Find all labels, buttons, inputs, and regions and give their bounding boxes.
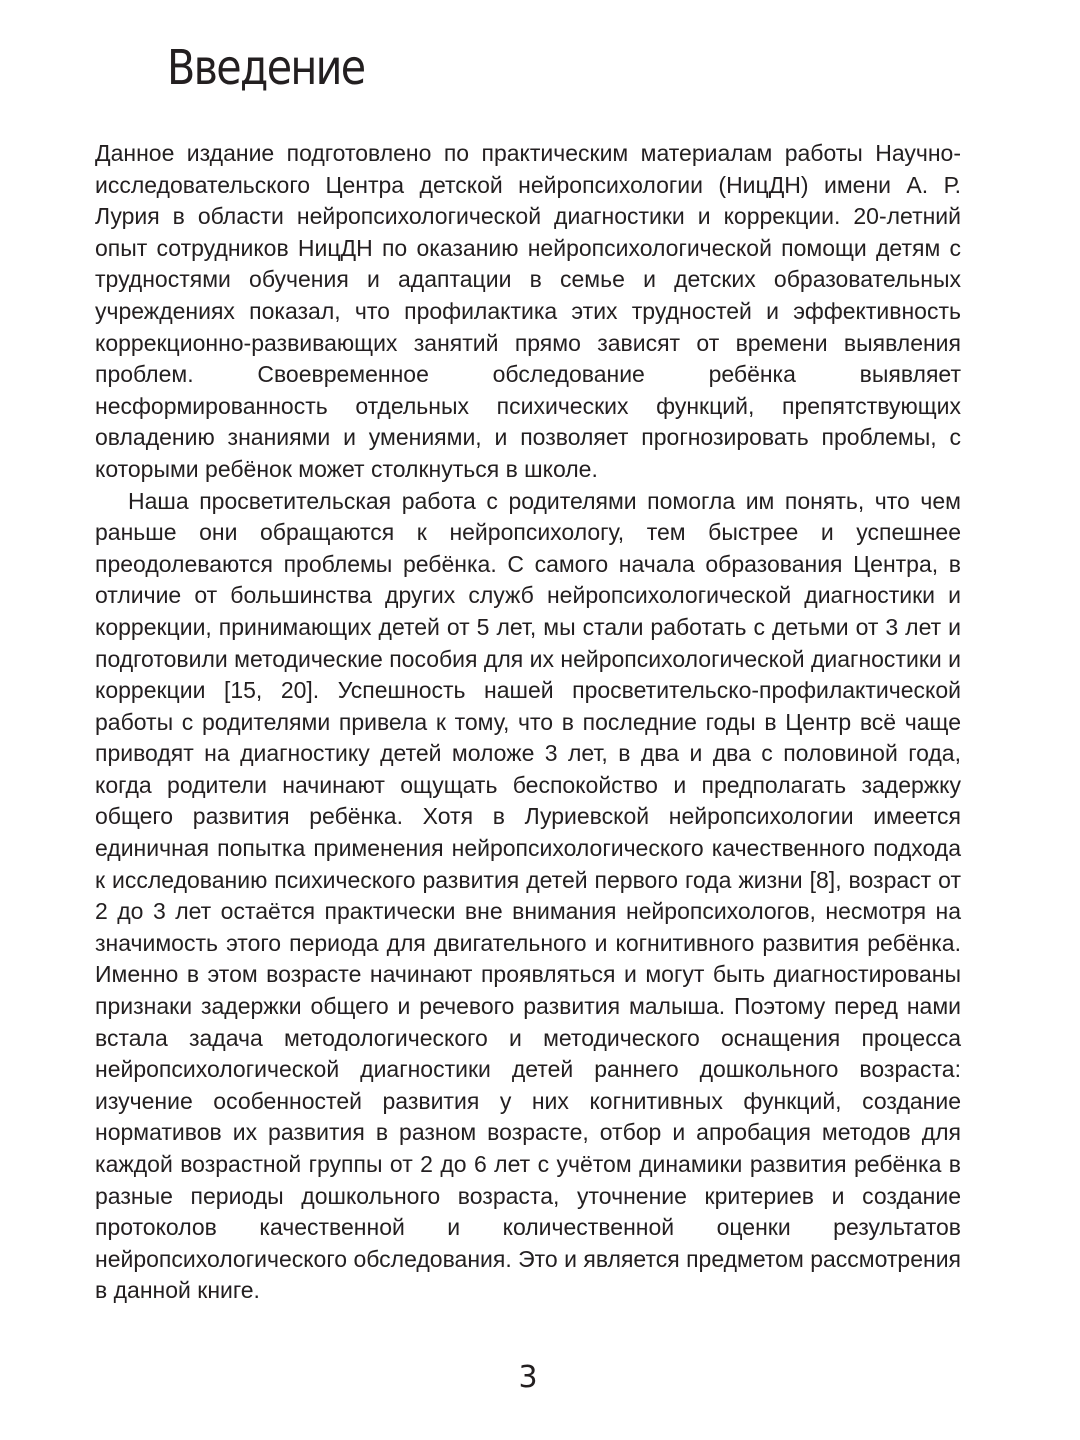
page-title: Введение — [167, 40, 365, 96]
paragraph-2: Наша просветительская работа с родителями помогла им понять, что чем раньше они обращаются к нейропсихологу, тем быстрее и успешнее преодолеваются проблемы ребёнка. С самого начала образования Центра, в отличие от большинства других служб нейропсихологической диагностики и коррекции, принимающих детей от 5 лет, мы стали работать с детьми от 3 лет и подготовили методические пособия для их нейропсихологической диагностики и коррекции [15, 20]. Успешность нашей просветительско-профилактической работы с родителями привела к тому, что в последние годы в Центр всё чаще приводят на диагностику детей моложе 3 лет, в два и два с половиной года, когда родители начинают ощущать беспокойство и предполагать задержку общего развития ребёнка. Хотя в Луриевской нейропсихологии имеется единичная попытка применения нейропсихологического качественного подхода к исследованию психического развития детей первого года жизни [8], возраст от 2 до 3 лет остаётся практически вне внимания нейропсихологов, несмотря на значимость этого периода для двигательного и когнитивного развития ребёнка. Именно в этом возрасте начинают проявляться и могут быть диагностированы признаки задержки общего и речевого развития малыша. Поэтому перед нами встала задача методологического и методического оснащения процесса нейропсихологической диагностики детей раннего дошкольного возраста: изучение особенностей развития у них когнитивных функций, создание нормативов их развития в разном возрасте, отбор и апробация методов для каждой возрастной группы от 2 до 6 лет с учётом динамики развития ребёнка в разные периоды дошкольного возраста, уточнение критериев и создание протоколов качественной и количественной оценки результатов нейропсихологического обследования. Это и является предметом рассмотрения в данной книге. — [95, 487, 961, 1304]
paragraph-1: Данное издание подготовлено по практическим материалам работы Научно-исследовательского Центра детской нейропсихологии (НицДН) имени А. Р. Лурия в области нейропсихологической диагностики и коррекции. 20-летний опыт сотрудников НицДН по оказанию нейропсихологической помощи детям с трудностями обучения и адаптации в семье и детских образовательных учреждениях показал, что профилактика этих трудностей и эффективность коррекционно-развивающих занятий прямо зависят от времени выявления проблем. Своевременное обследование ребёнка выявляет несформированность отдельных психических функций, препятствующих овладению знаниями и умениями, и позволяет прогнозировать проблемы, с которыми ребёнок может столкнуться в школе. — [95, 140, 961, 482]
body-text — [95, 138, 961, 1307]
page-number: 3 — [518, 1360, 538, 1395]
